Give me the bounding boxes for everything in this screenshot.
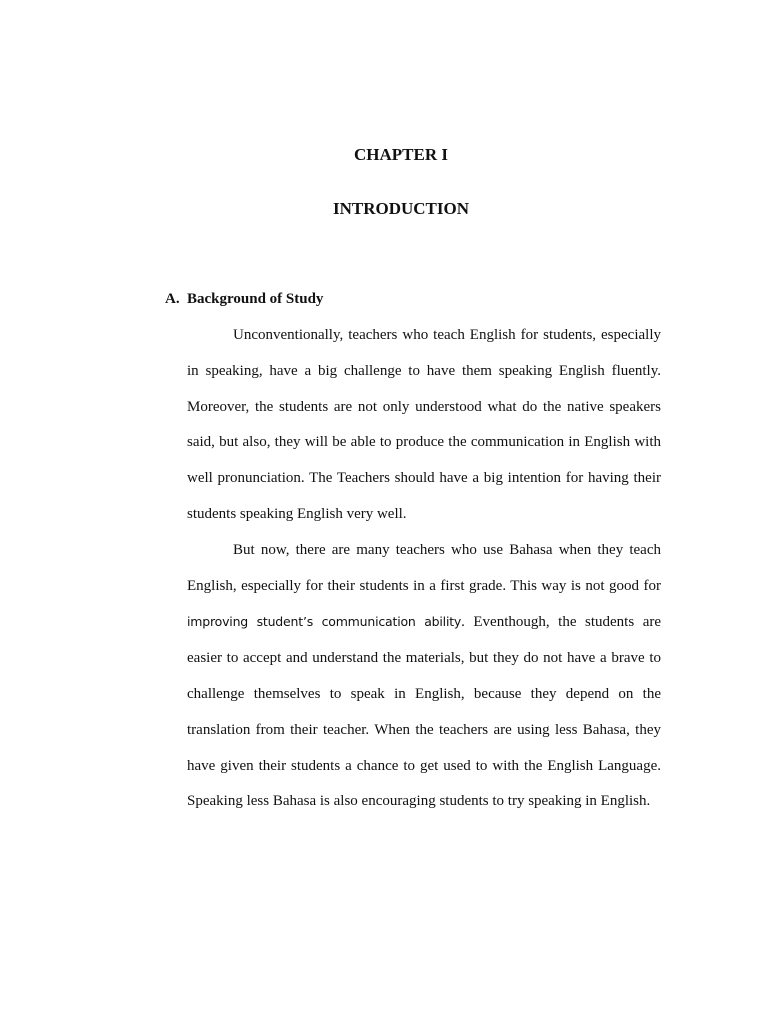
paragraph-2-part-1: But now, there are many teachers who use Bahasa when they teach English, especially for their students in a first grade. This way is not good for (187, 541, 661, 594)
paragraph-1: Unconventionally, teachers who teach English for students, especially in speaking, have a big challenge to have them speaking English fluently. Moreover, the students are not only understood what do the native speakers said, but also, they will be able to produce the communication in English with well pronunciation. The Teachers should have a big intention for having their students speaking English very well. (187, 327, 661, 522)
paragraph-2-part-2: . Eventhough, the students are easier to accept and understand the materials, but they do not have a brave to challenge themselves to speak in English, because they depend on the translation from their teacher. When the teachers are using less Bahasa, they have given their students a chance to get used to with the English Language. Speaking less Bahasa is also encouraging students to try speaking in English. (187, 614, 662, 810)
section-heading (165, 291, 323, 308)
paragraph-2 (187, 533, 661, 820)
chapter-number: CHAPTER I (354, 145, 448, 164)
chapter-title: INTRODUCTION (332, 199, 470, 218)
section-marker: A. (165, 291, 180, 307)
body-text (187, 318, 661, 820)
paragraph-2-odd-font-phrase: improving student’s communication ability (187, 614, 462, 630)
section-title: Background of Study (187, 291, 324, 307)
